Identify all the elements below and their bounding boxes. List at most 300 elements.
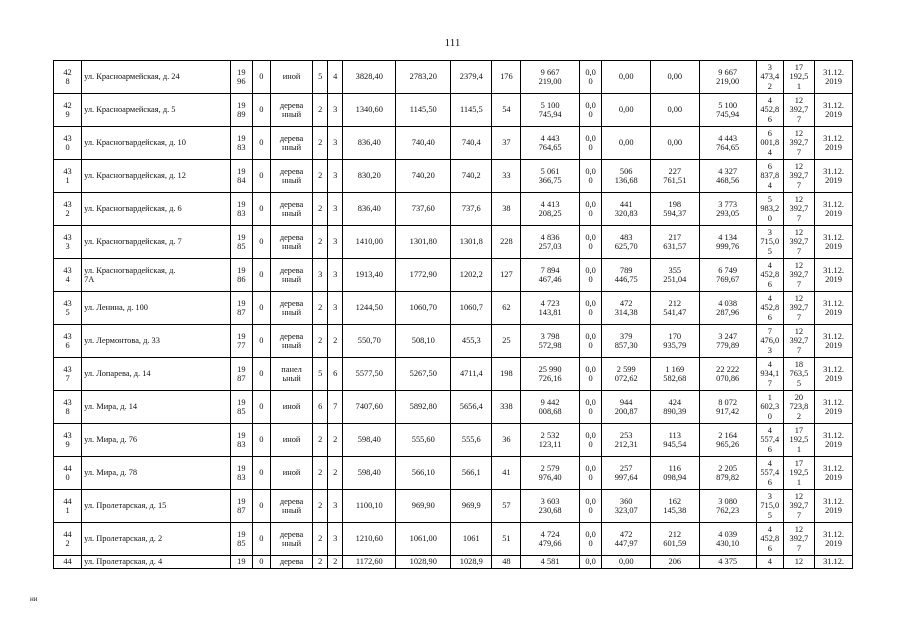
year-cell: 19 96 (231, 61, 253, 94)
year-cell: 19 85 (231, 391, 253, 424)
limit-cost-per-m2-cell: 12 392,7 7 (783, 292, 814, 325)
fund-share-cell: 0,0 (579, 556, 602, 569)
resident-area-cell: 969,9 (451, 490, 492, 523)
wall-material-cell: дерева нный (271, 523, 313, 556)
owner-share-cell: 5 100 745,94 (699, 94, 756, 127)
residents-cell: 25 (492, 325, 521, 358)
floors-cell: 3 (313, 259, 328, 292)
deadline-cell: 31.12. 2019 (815, 160, 853, 193)
flag-cell: 0 (252, 160, 270, 193)
cost-per-m2-cell: 3 473,4 2 (756, 61, 783, 94)
row-number-cell: 43 4 (54, 259, 82, 292)
wall-material-cell: дерева нный (271, 325, 313, 358)
table-row (54, 556, 853, 569)
living-area-cell: 566,10 (396, 457, 451, 490)
address-cell: ул. Лопарева, д. 14 (82, 358, 231, 391)
entrances-cell: 3 (328, 226, 343, 259)
floors-cell: 2 (313, 325, 328, 358)
flag-cell: 0 (252, 259, 270, 292)
residents-cell: 176 (492, 61, 521, 94)
cost-per-m2-cell: 6 001,8 4 (756, 127, 783, 160)
year-cell: 19 87 (231, 490, 253, 523)
regional-share-cell: 506 136,68 (602, 160, 651, 193)
cost-per-m2-cell: 5 983,2 0 (756, 193, 783, 226)
owner-share-cell: 4 038 287,96 (699, 292, 756, 325)
entrances-cell: 3 (328, 193, 343, 226)
regional-share-cell: 2 599 072,62 (602, 358, 651, 391)
resident-area-cell: 1028,9 (451, 556, 492, 569)
owner-share-cell: 6 749 769,67 (699, 259, 756, 292)
total-cost-cell: 4 723 143,81 (521, 292, 579, 325)
total-cost-cell: 9 667 219,00 (521, 61, 579, 94)
row-number-cell: 44 (54, 556, 82, 569)
wall-material-cell: иной (271, 424, 313, 457)
table-row (54, 523, 853, 556)
floors-cell: 5 (313, 61, 328, 94)
floors-cell: 2 (313, 292, 328, 325)
total-cost-cell: 3 603 230,68 (521, 490, 579, 523)
cost-per-m2-cell: 4 (756, 556, 783, 569)
table-row (54, 160, 853, 193)
flag-cell: 0 (252, 523, 270, 556)
entrances-cell: 3 (328, 292, 343, 325)
row-number-cell: 42 8 (54, 61, 82, 94)
resident-area-cell: 740,4 (451, 127, 492, 160)
local-share-cell: 227 761,51 (651, 160, 700, 193)
total-area-cell: 1210,60 (343, 523, 396, 556)
entrances-cell: 3 (328, 94, 343, 127)
resident-area-cell: 1202,2 (451, 259, 492, 292)
floors-cell: 6 (313, 391, 328, 424)
fund-share-cell: 0,0 0 (579, 94, 602, 127)
deadline-cell: 31.12. (815, 556, 853, 569)
residents-cell: 198 (492, 358, 521, 391)
address-cell: ул. Красногвардейская, д. 7 (82, 226, 231, 259)
entrances-cell: 7 (328, 391, 343, 424)
year-cell: 19 83 (231, 424, 253, 457)
floors-cell: 2 (313, 160, 328, 193)
deadline-cell: 31.12. 2019 (815, 325, 853, 358)
residents-cell: 41 (492, 457, 521, 490)
limit-cost-per-m2-cell: 12 392,7 7 (783, 226, 814, 259)
regional-share-cell: 0,00 (602, 94, 651, 127)
total-cost-cell: 5 061 366,75 (521, 160, 579, 193)
owner-share-cell: 8 072 917,42 (699, 391, 756, 424)
deadline-cell: 31.12. 2019 (815, 61, 853, 94)
table-row (54, 292, 853, 325)
deadline-cell: 31.12. 2019 (815, 391, 853, 424)
resident-area-cell: 1301,8 (451, 226, 492, 259)
cost-per-m2-cell: 4 557,4 6 (756, 457, 783, 490)
table-row (54, 193, 853, 226)
wall-material-cell: иной (271, 61, 313, 94)
deadline-cell: 31.12. 2019 (815, 457, 853, 490)
address-cell: ул. Красногвардейская, д. 6 (82, 193, 231, 226)
fund-share-cell: 0,0 0 (579, 226, 602, 259)
wall-material-cell: дерева нный (271, 292, 313, 325)
total-area-cell: 836,40 (343, 193, 396, 226)
wall-material-cell: дерева (271, 556, 313, 569)
owner-share-cell: 3 080 762,23 (699, 490, 756, 523)
table-row (54, 358, 853, 391)
flag-cell: 0 (252, 226, 270, 259)
regional-share-cell: 253 212,31 (602, 424, 651, 457)
table-row (54, 325, 853, 358)
row-number-cell: 43 3 (54, 226, 82, 259)
living-area-cell: 740,40 (396, 127, 451, 160)
owner-share-cell: 4 134 999,76 (699, 226, 756, 259)
total-area-cell: 1340,60 (343, 94, 396, 127)
cost-per-m2-cell: 3 715,0 5 (756, 226, 783, 259)
resident-area-cell: 455,3 (451, 325, 492, 358)
owner-share-cell: 4 375 (699, 556, 756, 569)
register-table-body (54, 61, 853, 569)
entrances-cell: 6 (328, 358, 343, 391)
wall-material-cell: иной (271, 457, 313, 490)
row-number-cell: 43 7 (54, 358, 82, 391)
entrances-cell: 2 (328, 457, 343, 490)
wall-material-cell: дерева нный (271, 226, 313, 259)
table-row (54, 490, 853, 523)
resident-area-cell: 740,2 (451, 160, 492, 193)
owner-share-cell: 4 327 468,56 (699, 160, 756, 193)
flag-cell: 0 (252, 556, 270, 569)
deadline-cell: 31.12. 2019 (815, 127, 853, 160)
total-cost-cell: 25 990 726,16 (521, 358, 579, 391)
living-area-cell: 1772,90 (396, 259, 451, 292)
deadline-cell: 31.12. 2019 (815, 259, 853, 292)
flag-cell: 0 (252, 424, 270, 457)
owner-share-cell: 2 164 965,26 (699, 424, 756, 457)
floors-cell: 2 (313, 94, 328, 127)
deadline-cell: 31.12. 2019 (815, 94, 853, 127)
limit-cost-per-m2-cell: 12 392,7 7 (783, 259, 814, 292)
residents-cell: 36 (492, 424, 521, 457)
total-area-cell: 598,40 (343, 457, 396, 490)
resident-area-cell: 2379,4 (451, 61, 492, 94)
local-share-cell: 0,00 (651, 61, 700, 94)
local-share-cell: 170 935,79 (651, 325, 700, 358)
total-cost-cell: 7 894 467,46 (521, 259, 579, 292)
entrances-cell: 2 (328, 325, 343, 358)
year-cell: 19 84 (231, 160, 253, 193)
limit-cost-per-m2-cell: 12 392,7 7 (783, 193, 814, 226)
fund-share-cell: 0,0 0 (579, 292, 602, 325)
resident-area-cell: 555,6 (451, 424, 492, 457)
resident-area-cell: 4711,4 (451, 358, 492, 391)
floors-cell: 2 (313, 556, 328, 569)
residents-cell: 127 (492, 259, 521, 292)
year-cell: 19 85 (231, 226, 253, 259)
address-cell: ул. Красноармейская, д. 24 (82, 61, 231, 94)
resident-area-cell: 5656,4 (451, 391, 492, 424)
address-cell: ул. Мира, д. 78 (82, 457, 231, 490)
owner-share-cell: 4 039 430,10 (699, 523, 756, 556)
owner-share-cell: 22 222 070,86 (699, 358, 756, 391)
local-share-cell: 113 945,54 (651, 424, 700, 457)
total-area-cell: 830,20 (343, 160, 396, 193)
year-cell: 19 83 (231, 193, 253, 226)
wall-material-cell: панел ьный (271, 358, 313, 391)
wall-material-cell: дерева нный (271, 94, 313, 127)
year-cell: 19 83 (231, 127, 253, 160)
total-area-cell: 1913,40 (343, 259, 396, 292)
local-share-cell: 0,00 (651, 127, 700, 160)
table-row (54, 457, 853, 490)
address-cell: ул. Пролетарская, д. 15 (82, 490, 231, 523)
living-area-cell: 5267,50 (396, 358, 451, 391)
fund-share-cell: 0,0 0 (579, 61, 602, 94)
floors-cell: 2 (313, 424, 328, 457)
row-number-cell: 43 2 (54, 193, 82, 226)
entrances-cell: 2 (328, 556, 343, 569)
total-area-cell: 3828,40 (343, 61, 396, 94)
regional-share-cell: 379 857,30 (602, 325, 651, 358)
floors-cell: 2 (313, 226, 328, 259)
owner-share-cell: 4 443 764,65 (699, 127, 756, 160)
address-cell: ул. Красногвардейская, д. 10 (82, 127, 231, 160)
floors-cell: 2 (313, 457, 328, 490)
floors-cell: 5 (313, 358, 328, 391)
fund-share-cell: 0,0 0 (579, 160, 602, 193)
total-area-cell: 836,40 (343, 127, 396, 160)
row-number-cell: 44 1 (54, 490, 82, 523)
local-share-cell: 162 145,38 (651, 490, 700, 523)
deadline-cell: 31.12. 2019 (815, 424, 853, 457)
wall-material-cell: иной (271, 391, 313, 424)
entrances-cell: 4 (328, 61, 343, 94)
year-cell: 19 86 (231, 259, 253, 292)
row-number-cell: 42 9 (54, 94, 82, 127)
wall-material-cell: дерева нный (271, 127, 313, 160)
living-area-cell: 1061,00 (396, 523, 451, 556)
owner-share-cell: 3 247 779,89 (699, 325, 756, 358)
address-cell: ул. Лермонтова, д. 33 (82, 325, 231, 358)
total-area-cell: 1244,50 (343, 292, 396, 325)
wall-material-cell: дерева нный (271, 193, 313, 226)
fund-share-cell: 0,0 0 (579, 457, 602, 490)
owner-share-cell: 9 667 219,00 (699, 61, 756, 94)
residents-cell: 57 (492, 490, 521, 523)
table-row (54, 424, 853, 457)
fund-share-cell: 0,0 0 (579, 391, 602, 424)
row-number-cell: 43 6 (54, 325, 82, 358)
floors-cell: 2 (313, 523, 328, 556)
fund-share-cell: 0,0 0 (579, 424, 602, 457)
limit-cost-per-m2-cell: 17 192,5 1 (783, 61, 814, 94)
year-cell: 19 (231, 556, 253, 569)
local-share-cell: 217 631,57 (651, 226, 700, 259)
cost-per-m2-cell: 4 452,8 6 (756, 259, 783, 292)
residents-cell: 338 (492, 391, 521, 424)
cost-per-m2-cell: 7 476,0 3 (756, 325, 783, 358)
row-number-cell: 43 8 (54, 391, 82, 424)
total-cost-cell: 2 579 976,40 (521, 457, 579, 490)
total-area-cell: 598,40 (343, 424, 396, 457)
flag-cell: 0 (252, 193, 270, 226)
regional-share-cell: 441 320,83 (602, 193, 651, 226)
year-cell: 19 85 (231, 523, 253, 556)
address-cell: ул. Пролетарская, д. 4 (82, 556, 231, 569)
cost-per-m2-cell: 1 602,3 0 (756, 391, 783, 424)
local-share-cell: 116 098,94 (651, 457, 700, 490)
local-share-cell: 355 251,04 (651, 259, 700, 292)
residents-cell: 48 (492, 556, 521, 569)
flag-cell: 0 (252, 358, 270, 391)
residents-cell: 62 (492, 292, 521, 325)
deadline-cell: 31.12. 2019 (815, 358, 853, 391)
residents-cell: 51 (492, 523, 521, 556)
table-row (54, 391, 853, 424)
fund-share-cell: 0,0 0 (579, 259, 602, 292)
cost-per-m2-cell: 4 452,8 6 (756, 292, 783, 325)
flag-cell: 0 (252, 391, 270, 424)
table-row (54, 127, 853, 160)
wall-material-cell: дерева нный (271, 259, 313, 292)
flag-cell: 0 (252, 127, 270, 160)
table-row (54, 226, 853, 259)
owner-share-cell: 2 205 879,82 (699, 457, 756, 490)
year-cell: 19 87 (231, 358, 253, 391)
fund-share-cell: 0,0 0 (579, 193, 602, 226)
living-area-cell: 969,90 (396, 490, 451, 523)
local-share-cell: 212 541,47 (651, 292, 700, 325)
limit-cost-per-m2-cell: 12 392,7 7 (783, 490, 814, 523)
deadline-cell: 31.12. 2019 (815, 523, 853, 556)
resident-area-cell: 737,6 (451, 193, 492, 226)
cost-per-m2-cell: 6 837,8 4 (756, 160, 783, 193)
total-area-cell: 1410,00 (343, 226, 396, 259)
table-row (54, 61, 853, 94)
row-number-cell: 43 1 (54, 160, 82, 193)
cost-per-m2-cell: 3 715,0 5 (756, 490, 783, 523)
fund-share-cell: 0,0 0 (579, 523, 602, 556)
local-share-cell: 1 169 582,68 (651, 358, 700, 391)
living-area-cell: 740,20 (396, 160, 451, 193)
living-area-cell: 508,10 (396, 325, 451, 358)
footer-mark: ни (30, 595, 38, 603)
flag-cell: 0 (252, 292, 270, 325)
regional-share-cell: 0,00 (602, 127, 651, 160)
entrances-cell: 3 (328, 160, 343, 193)
flag-cell: 0 (252, 61, 270, 94)
row-number-cell: 44 2 (54, 523, 82, 556)
regional-share-cell: 257 997,64 (602, 457, 651, 490)
row-number-cell: 43 0 (54, 127, 82, 160)
wall-material-cell: дерева нный (271, 490, 313, 523)
floors-cell: 2 (313, 193, 328, 226)
residents-cell: 228 (492, 226, 521, 259)
limit-cost-per-m2-cell: 17 192,5 1 (783, 424, 814, 457)
living-area-cell: 1145,50 (396, 94, 451, 127)
flag-cell: 0 (252, 490, 270, 523)
total-area-cell: 1172,60 (343, 556, 396, 569)
total-area-cell: 1100,10 (343, 490, 396, 523)
local-share-cell: 0,00 (651, 94, 700, 127)
entrances-cell: 3 (328, 259, 343, 292)
regional-share-cell: 0,00 (602, 556, 651, 569)
flag-cell: 0 (252, 325, 270, 358)
address-cell: ул. Мира, д. 14 (82, 391, 231, 424)
total-cost-cell: 4 413 208,25 (521, 193, 579, 226)
address-cell: ул. Красногвардейская, д. 12 (82, 160, 231, 193)
limit-cost-per-m2-cell: 17 192,5 1 (783, 457, 814, 490)
total-cost-cell: 4 443 764,65 (521, 127, 579, 160)
limit-cost-per-m2-cell: 12 392,7 7 (783, 160, 814, 193)
entrances-cell: 2 (328, 424, 343, 457)
regional-share-cell: 472 447,97 (602, 523, 651, 556)
living-area-cell: 1301,80 (396, 226, 451, 259)
living-area-cell: 2783,20 (396, 61, 451, 94)
table-row (54, 259, 853, 292)
limit-cost-per-m2-cell: 18 763,5 5 (783, 358, 814, 391)
cost-per-m2-cell: 4 452,8 6 (756, 523, 783, 556)
entrances-cell: 3 (328, 523, 343, 556)
total-cost-cell: 5 100 745,94 (521, 94, 579, 127)
residents-cell: 33 (492, 160, 521, 193)
row-number-cell: 44 0 (54, 457, 82, 490)
limit-cost-per-m2-cell: 12 392,7 7 (783, 523, 814, 556)
total-cost-cell: 3 798 572,98 (521, 325, 579, 358)
year-cell: 19 83 (231, 457, 253, 490)
total-cost-cell: 4 836 257,03 (521, 226, 579, 259)
total-cost-cell: 9 442 008,68 (521, 391, 579, 424)
flag-cell: 0 (252, 457, 270, 490)
address-cell: ул. Мира, д. 76 (82, 424, 231, 457)
floors-cell: 2 (313, 490, 328, 523)
local-share-cell: 206 (651, 556, 700, 569)
deadline-cell: 31.12. 2019 (815, 490, 853, 523)
flag-cell: 0 (252, 94, 270, 127)
limit-cost-per-m2-cell: 12 (783, 556, 814, 569)
local-share-cell: 212 601,59 (651, 523, 700, 556)
table-row (54, 94, 853, 127)
cost-per-m2-cell: 4 452,8 6 (756, 94, 783, 127)
limit-cost-per-m2-cell: 12 392,7 7 (783, 325, 814, 358)
floors-cell: 2 (313, 127, 328, 160)
resident-area-cell: 566,1 (451, 457, 492, 490)
row-number-cell: 43 9 (54, 424, 82, 457)
living-area-cell: 555,60 (396, 424, 451, 457)
total-area-cell: 7407,60 (343, 391, 396, 424)
total-cost-cell: 2 532 123,11 (521, 424, 579, 457)
deadline-cell: 31.12. 2019 (815, 193, 853, 226)
local-share-cell: 198 594,37 (651, 193, 700, 226)
address-cell: ул. Пролетарская, д. 2 (82, 523, 231, 556)
year-cell: 19 77 (231, 325, 253, 358)
address-cell: ул. Красноармейская, д. 5 (82, 94, 231, 127)
address-cell: ул. Ленина, д. 100 (82, 292, 231, 325)
living-area-cell: 5892,80 (396, 391, 451, 424)
residents-cell: 37 (492, 127, 521, 160)
fund-share-cell: 0,0 0 (579, 358, 602, 391)
address-cell: ул. Красногвардейская, д. 7А (82, 259, 231, 292)
cost-per-m2-cell: 4 934,1 7 (756, 358, 783, 391)
deadline-cell: 31.12. 2019 (815, 292, 853, 325)
living-area-cell: 1028,90 (396, 556, 451, 569)
residents-cell: 54 (492, 94, 521, 127)
year-cell: 19 89 (231, 94, 253, 127)
year-cell: 19 87 (231, 292, 253, 325)
deadline-cell: 31.12. 2019 (815, 226, 853, 259)
regional-share-cell: 944 200,87 (602, 391, 651, 424)
regional-share-cell: 360 323,07 (602, 490, 651, 523)
limit-cost-per-m2-cell: 20 723,8 2 (783, 391, 814, 424)
regional-share-cell: 0,00 (602, 61, 651, 94)
total-cost-cell: 4 581 (521, 556, 579, 569)
total-area-cell: 5577,50 (343, 358, 396, 391)
regional-share-cell: 789 446,75 (602, 259, 651, 292)
